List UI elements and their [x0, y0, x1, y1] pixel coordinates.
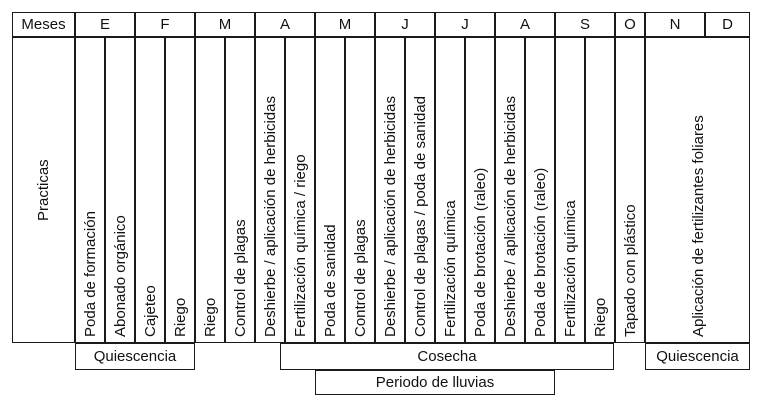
month-label: E	[99, 16, 110, 33]
practice-label: Poda de brotación (raleo)	[472, 167, 489, 337]
period-quiescencia-start: Quiescencia	[93, 348, 177, 365]
month-label: D	[722, 16, 733, 33]
practice-label: Deshierbe / aplicación de herbicidas	[262, 96, 279, 337]
practice-label: Riego	[592, 297, 609, 337]
practice-label: Riego	[202, 297, 219, 337]
practice-label: Abonado orgánico	[112, 215, 129, 337]
month-label: A	[279, 16, 290, 33]
practices-label: Practicas	[34, 159, 52, 221]
header-label: Meses	[21, 16, 66, 33]
month-label: M	[218, 16, 232, 33]
period-quiescencia-end: Quiescencia	[656, 348, 739, 365]
practice-label: Deshierbe / aplicación de herbicidas	[502, 96, 519, 337]
month-label: A	[519, 16, 530, 33]
month-label: S	[579, 16, 590, 33]
practice-label: Riego	[172, 297, 189, 337]
practice-label: Fertilización química	[562, 200, 579, 337]
period-cosecha: Cosecha	[417, 348, 477, 365]
month-label: F	[160, 16, 170, 33]
period-lluvias: Periodo de lluvias	[375, 374, 495, 391]
practice-label: Poda de brotación (raleo)	[532, 167, 549, 337]
practice-label: Aplicación de fertilizantes foliares	[689, 115, 707, 337]
practice-label: Fertilización química	[442, 200, 459, 337]
month-label: M	[338, 16, 352, 33]
month-label: O	[624, 16, 636, 33]
practice-label: Deshierbe / aplicación de herbicidas	[382, 96, 399, 337]
practice-label: Poda de sanidad	[322, 224, 339, 337]
practice-label: Cajeteo	[142, 285, 159, 337]
month-label: J	[401, 16, 409, 33]
month-label: N	[669, 16, 681, 33]
practice-label: Poda de formación	[82, 211, 99, 337]
month-label: J	[461, 16, 469, 33]
practice-label: Fertilización química / riego	[292, 154, 309, 337]
practice-label: Control de plagas / poda de sanidad	[412, 95, 429, 337]
practice-label: Tapado con plástico	[622, 204, 639, 337]
practice-label: Control de plagas	[232, 219, 249, 337]
practice-label: Control de plagas	[352, 219, 369, 337]
